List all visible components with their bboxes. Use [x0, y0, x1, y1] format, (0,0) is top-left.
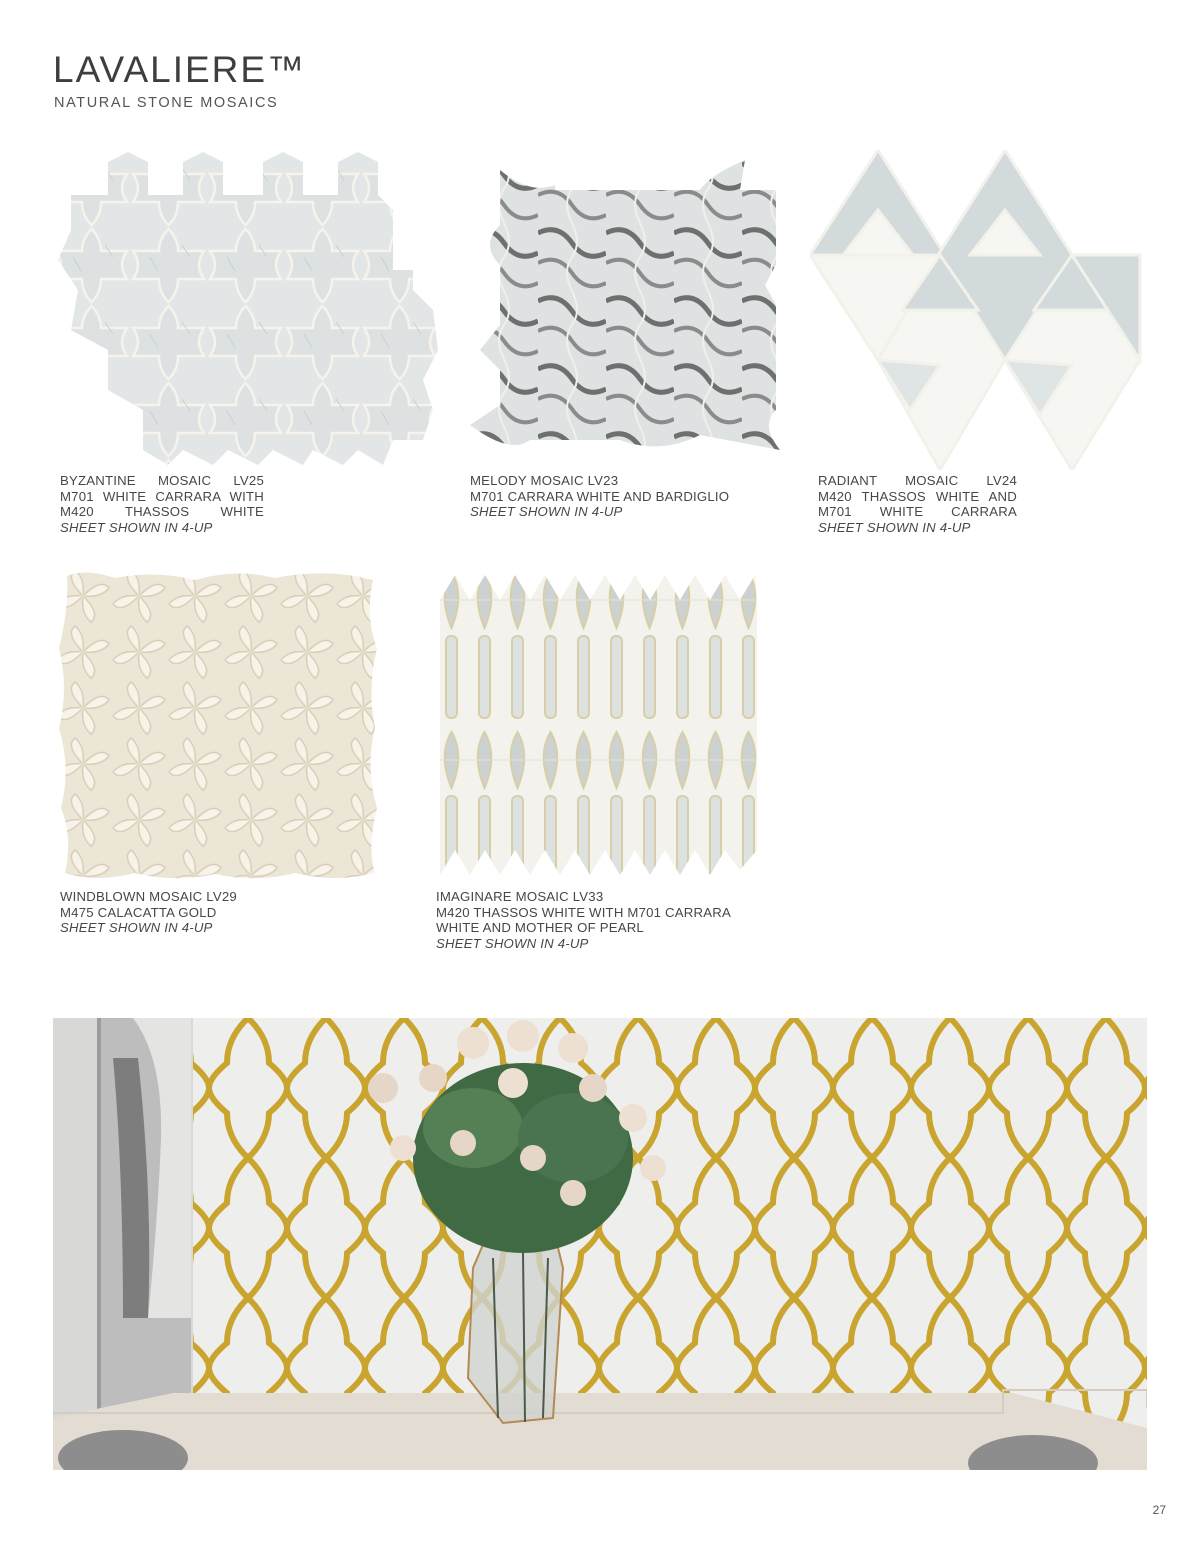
- windblown-material-1: M475 CALACATTA GOLD: [60, 904, 217, 920]
- melody-mosaic-image: [470, 155, 780, 455]
- byzantine-mosaic-image: [53, 150, 438, 465]
- glass-vase: [468, 1228, 563, 1423]
- page-subtitle: NATURAL STONE MOSAICS: [54, 95, 279, 111]
- radiant-material-2: M701 WHITE CARRARA: [818, 504, 1017, 520]
- imaginare-material-1: M420 THASSOS WHITE WITH M701 CARRARA: [436, 904, 731, 920]
- radiant-caption: [818, 473, 1017, 535]
- windblown-note: SHEET SHOWN IN 4-UP: [60, 920, 213, 936]
- imaginare-name: IMAGINARE MOSAIC LV33: [436, 889, 604, 904]
- melody-caption: [470, 473, 760, 520]
- imaginare-mosaic-image: [435, 570, 761, 880]
- radiant-mosaic-image: [810, 150, 1145, 470]
- melody-name: MELODY MOSAIC LV23: [470, 473, 619, 488]
- melody-material-1: M701 CARRARA WHITE AND BARDIGLIO: [470, 488, 730, 504]
- windblown-caption: [60, 889, 360, 936]
- byzantine-material-2: M420 THASSOS WHITE: [60, 504, 264, 520]
- lifestyle-scene-photo: [53, 1018, 1147, 1470]
- byzantine-material-1: M701 WHITE CARRARA WITH: [60, 488, 264, 504]
- page-number: 27: [1152, 1503, 1166, 1517]
- windblown-mosaic-image: [55, 568, 380, 883]
- windblown-name: WINDBLOWN MOSAIC LV29: [60, 889, 237, 904]
- page-title: LAVALIERE™: [53, 49, 307, 90]
- radiant-name: RADIANT MOSAIC LV24: [818, 473, 1017, 488]
- byzantine-note: SHEET SHOWN IN 4-UP: [60, 519, 213, 535]
- radiant-material-1: M420 THASSOS WHITE AND: [818, 488, 1017, 504]
- imaginare-note: SHEET SHOWN IN 4-UP: [436, 935, 589, 951]
- imaginare-caption: [436, 889, 766, 951]
- radiant-note: SHEET SHOWN IN 4-UP: [818, 519, 971, 535]
- melody-note: SHEET SHOWN IN 4-UP: [470, 504, 623, 520]
- imaginare-material-2: WHITE AND MOTHER OF PEARL: [436, 920, 644, 936]
- byzantine-name: BYZANTINE MOSAIC LV25: [60, 473, 264, 488]
- byzantine-caption: [60, 473, 264, 535]
